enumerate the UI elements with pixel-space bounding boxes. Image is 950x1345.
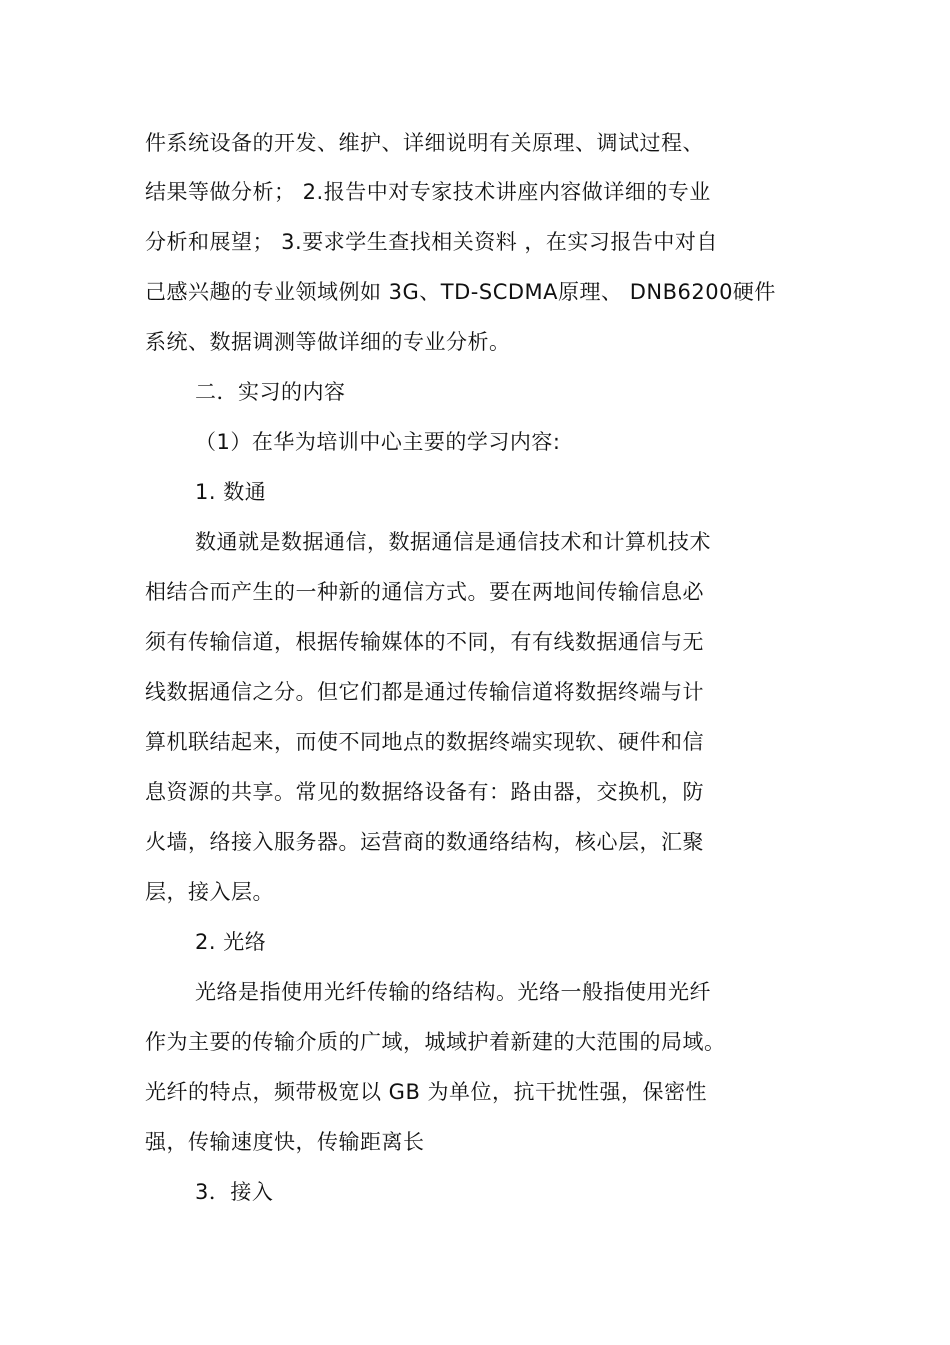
body-text-line: 息资源的共享。常见的数据络设备有：路由器，交换机，防 (145, 780, 704, 804)
subsection-heading: （1）在华为培训中心主要的学习内容: (195, 430, 561, 454)
body-text-line: 线数据通信之分。但它们都是通过传输信道将数据终端与计 (145, 680, 704, 704)
body-text-line: 结果等做分析； 2.报告中对专家技术讲座内容做详细的专业 (145, 180, 711, 204)
item-heading: 2. 光络 (195, 930, 267, 954)
item-heading: 1. 数通 (195, 480, 267, 504)
body-text-line: 算机联结起来，而使不同地点的数据终端实现软、硬件和信 (145, 730, 704, 754)
body-text-line: 相结合而产生的一种新的通信方式。要在两地间传输信息必 (145, 580, 704, 604)
body-text-line: 己感兴趣的专业领域例如 3G、TD-SCDMA原理、 DNB6200硬件 (145, 280, 776, 304)
body-text-line: 光络是指使用光纤传输的络结构。光络一般指使用光纤 (195, 980, 711, 1004)
body-text-line: 层，接入层。 (145, 880, 274, 904)
body-text-line: 强，传输速度快，传输距离长 (145, 1130, 425, 1154)
body-text-line: 系统、数据调测等做详细的专业分析。 (145, 330, 511, 354)
body-text-line: 须有传输信道，根据传输媒体的不同，有有线数据通信与无 (145, 630, 704, 654)
body-text-line: 火墙，络接入服务器。运营商的数通络结构，核心层，汇聚 (145, 830, 704, 854)
body-text-line: 作为主要的传输介质的广域，城域护着新建的大范围的局域。 (145, 1030, 726, 1054)
section-heading: 二．实习的内容 (195, 380, 346, 404)
item-heading: 3．接入 (195, 1180, 274, 1204)
body-text-line: 分析和展望； 3.要求学生查找相关资料 ，在实习报告中对自 (145, 230, 718, 254)
body-text-line: 件系统设备的开发、维护、详细说明有关原理、调试过程、 (145, 131, 704, 155)
body-text-line: 数通就是数据通信，数据通信是通信技术和计算机技术 (195, 530, 711, 554)
body-text-line: 光纤的特点，频带极宽以 GB 为单位，抗干扰性强，保密性 (145, 1080, 708, 1104)
